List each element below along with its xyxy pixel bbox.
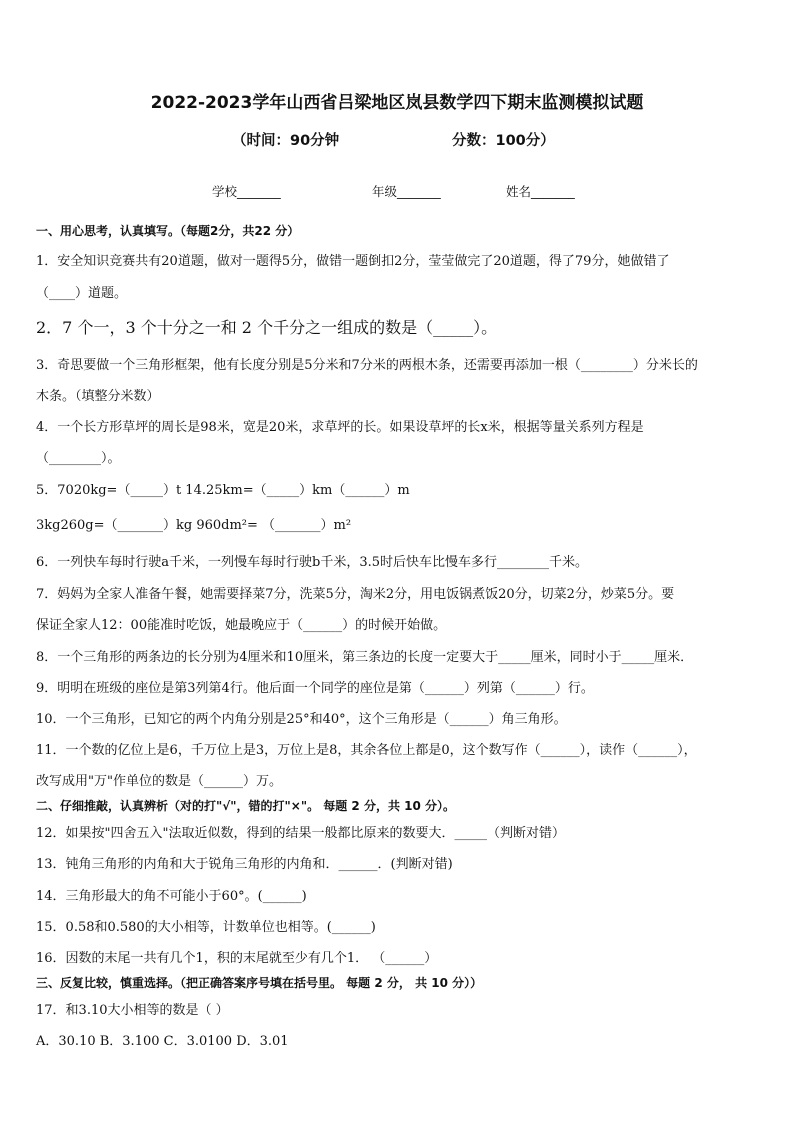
- section-1-heading: 一、用心思考，认真填写。（每题2分，共22 分）: [36, 224, 300, 238]
- question-8: 8．一个三角形的两条边的长分别为4厘米和10厘米，第三条边的长度一定要大于_____厘米，同时小于_____厘米．: [36, 650, 694, 665]
- question-11-cont: 改写成用"万"作单位的数是（______）万。: [36, 774, 282, 789]
- question-4: 4．一个长方形草坪的周长是98米，宽是20米，求草坪的长。如果设草坪的长x米，根据等量关系列方程是: [36, 420, 644, 435]
- question-13: 13．钝角三角形的内角和大于锐角三角形的内角和．______．(判断对错): [36, 857, 453, 872]
- question-4-cont: （________）。: [36, 451, 121, 466]
- question-7: 7．妈妈为全家人准备午餐，她需要择菜7分，洗菜5分，淘米2分，用电饭锅煮饭20分，切菜2分，炒菜5分。要: [36, 587, 675, 602]
- question-17: 17．和3.10大小相等的数是（ ）: [36, 1003, 229, 1018]
- section-3-heading: 三、反复比较，慎重选择。（把正确答案序号填在括号里。 每题 2 分， 共 10 分））: [36, 976, 483, 990]
- question-1: 1．安全知识竞赛共有20道题，做对一题得5分，做错一题倒扣2分，莹莹做完了20道题，得了79分，她做错了: [36, 254, 670, 269]
- question-11: 11．一个数的亿位上是6，千万位上是3，万位上是8，其余各位上都是0，这个数写作（______），读作（______），: [36, 743, 697, 758]
- question-3-cont: 木条。（填整分米数）: [36, 389, 160, 404]
- question-3: 3．奇思要做一个三角形框架，他有长度分别是5分米和7分米的两根木条，还需要再添加一根（________）分米长的: [36, 358, 698, 373]
- question-16: 16．因数的末尾一共有几个1，积的末尾就至少有几个1． （______）: [36, 951, 438, 966]
- question-6: 6．一列快车每时行驶a千米，一列慢车每时行驶b千米，3.5时后快车比慢车多行________千米。: [36, 555, 589, 570]
- question-15: 15．0.58和0.580的大小相等，计数单位也相等。(______): [36, 920, 376, 935]
- question-12: 12．如果按"四舍五入"法取近似数，得到的结果一般都比原来的数要大．_____（判断对错）: [36, 826, 566, 841]
- exam-time: （时间：90分钟: [232, 133, 340, 149]
- question-9: 9．明明在班级的座位是第3列第4行。他后面一个同学的座位是第（______）列第（______）行。: [36, 681, 594, 696]
- grade-field: 年级_______: [372, 184, 441, 199]
- school-field: 学校_______: [212, 184, 281, 199]
- question-5-cont: 3kg260g=（_______）kg 960dm²= （_______）m²: [36, 518, 352, 533]
- page-title: 2022-2023学年山西省吕梁地区岚县数学四下期末监测模拟试题: [150, 93, 644, 113]
- question-2: 2．7 个一，3 个十分之一和 2 个千分之一组成的数是（_____）。: [36, 318, 498, 337]
- exam-score: 分数：100分）: [452, 133, 555, 149]
- question-1-cont: （____）道题。: [36, 286, 128, 301]
- question-17-options: A．30.10 B．3.100 C．3.0100 D．3.01: [36, 1034, 289, 1049]
- question-10: 10．一个三角形，已知它的两个内角分别是25°和40°，这个三角形是（______）角三角形。: [36, 712, 567, 727]
- question-7-cont: 保证全家人12：00能准时吃饭，她最晚应于（______）的时候开始做。: [36, 618, 447, 633]
- name-field: 姓名_______: [506, 184, 575, 199]
- section-2-heading: 二、仔细推敲，认真辨析（对的打"√"，错的打"×"。 每题 2 分，共 10 分）。: [36, 799, 456, 813]
- question-14: 14．三角形最大的角不可能小于60°。(______): [36, 889, 307, 904]
- question-5: 5．7020kg=（_____）t 14.25km=（_____）km（______）m: [36, 483, 410, 498]
